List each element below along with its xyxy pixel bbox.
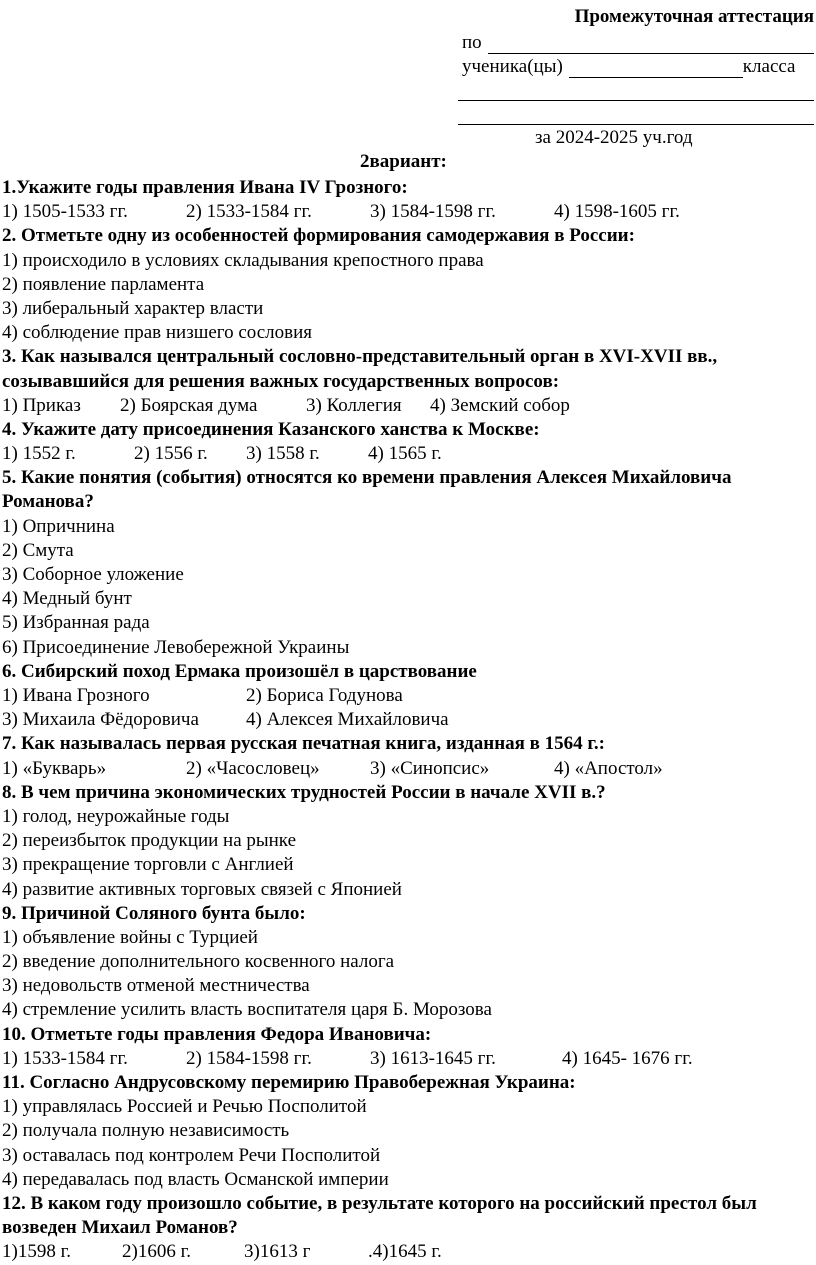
option[interactable]: 2) переизбыток продукции на рынке xyxy=(2,830,296,852)
question-1: 1.Укажите годы правления Ивана IV Грозного: xyxy=(2,177,408,198)
option[interactable]: 4) Земский собор xyxy=(430,394,570,416)
class-label: класса xyxy=(742,56,796,77)
question-4: 4. Укажите дату присоединения Казанского ханства к Москве: xyxy=(2,418,540,440)
option[interactable]: 3) Коллегия xyxy=(306,394,402,416)
options-row xyxy=(2,1047,814,1071)
option[interactable]: 3) оставалась под контролем Речи Посполитой xyxy=(2,1144,381,1166)
option[interactable]: 3) «Синопсис» xyxy=(370,757,490,779)
options-row xyxy=(2,684,814,708)
option[interactable]: 2) 1533-1584 гг. xyxy=(186,201,312,223)
option[interactable]: 4) 1598-1605 гг. xyxy=(554,201,680,223)
option[interactable]: 1) «Букварь» xyxy=(2,757,107,779)
option[interactable]: 3) 1584-1598 гг. xyxy=(370,201,496,223)
question-2: 2. Отметьте одну из особенностей формирования самодержавия в России: xyxy=(2,225,635,247)
option[interactable]: 4) передавалась под власть Османской империи xyxy=(2,1168,389,1190)
options-row xyxy=(2,757,814,781)
student-line xyxy=(462,56,814,78)
question-12: 12. В каком году произошло событие, в результате которого на российский престол был возведен Михаил Романов? xyxy=(2,1192,757,1239)
subject-line xyxy=(462,32,814,54)
option[interactable]: 1) Опричнина xyxy=(2,515,115,537)
page-title: Промежуточная аттестация xyxy=(574,6,814,27)
question-8: 8. В чем причина экономических трудностей России в начале XVII в.? xyxy=(2,781,606,803)
question-10: 10. Отметьте годы правления Федора Ивановича: xyxy=(2,1023,432,1045)
option[interactable]: 4) Алексея Михайловича xyxy=(246,709,449,731)
option[interactable]: .4)1645 г. xyxy=(368,1241,442,1263)
option[interactable]: 3) Михаила Фёдоровича xyxy=(2,709,199,731)
options-row xyxy=(2,200,814,224)
option[interactable]: 2) «Часословец» xyxy=(186,757,320,779)
option[interactable]: 3) Соборное уложение xyxy=(2,564,184,586)
subject-blank[interactable] xyxy=(488,34,814,54)
option[interactable]: 4) 1565 г. xyxy=(368,443,442,465)
option[interactable]: 1) 1552 г. xyxy=(2,443,76,465)
question-9: 9. Причиной Соляного бунта было: xyxy=(2,902,306,924)
option[interactable]: 2) Смута xyxy=(2,539,74,561)
option[interactable]: 2) 1584-1598 гг. xyxy=(186,1047,312,1069)
options-row xyxy=(2,1240,814,1264)
option[interactable]: 1) 1505-1533 гг. xyxy=(2,201,128,223)
option[interactable]: 3) 1558 г. xyxy=(246,443,320,465)
option[interactable]: 3) либеральный характер власти xyxy=(2,297,264,319)
option[interactable]: 4) «Апостол» xyxy=(554,757,663,779)
options-row xyxy=(2,442,814,466)
option[interactable]: 1) Ивана Грозного xyxy=(2,685,150,706)
option[interactable]: 1) объявление войны с Турцией xyxy=(2,926,258,948)
option[interactable]: 3) недовольств отменой местничества xyxy=(2,975,310,997)
option[interactable]: 2) Бориса Годунова xyxy=(246,685,403,706)
option[interactable]: 2)1606 г. xyxy=(122,1241,191,1263)
option[interactable]: 2) Боярская дума xyxy=(120,394,258,416)
option[interactable]: 4) соблюдение прав низшего сословия xyxy=(2,322,313,344)
question-3: 3. Как назывался центральный сословно-представительный орган в XVI-XVII вв., созывавшийся для решения важных государственных вопросов: xyxy=(2,346,718,392)
subject-label: по xyxy=(462,32,482,53)
option[interactable]: 2) появление парламента xyxy=(2,273,205,295)
option[interactable]: 1) управлялась Россией и Речью Посполитой xyxy=(2,1096,367,1118)
option[interactable]: 3) 1613-1645 гг. xyxy=(370,1047,496,1069)
option[interactable]: 2) 1556 г. xyxy=(134,443,208,465)
name-blank-line-1[interactable] xyxy=(458,100,814,101)
option[interactable]: 1) 1533-1584 гг. xyxy=(2,1047,128,1069)
option[interactable]: 4) Медный бунт xyxy=(2,588,132,610)
name-blank-line-2[interactable] xyxy=(458,124,814,125)
option[interactable]: 4) развитие активных торговых связей с Японией xyxy=(2,878,402,900)
option[interactable]: 6) Присоединение Левобережной Украины xyxy=(2,636,350,658)
option[interactable]: 5) Избранная рада xyxy=(2,612,150,634)
option[interactable]: 1)1598 г. xyxy=(2,1241,71,1263)
option[interactable]: 2) введение дополнительного косвенного налога xyxy=(2,951,395,973)
option[interactable]: 3) прекращение торговли с Англией xyxy=(2,854,294,876)
option[interactable]: 2) получала полную независимость xyxy=(2,1120,290,1142)
question-5: 5. Какие понятия (события) относятся ко времени правления Алексея Михайловича Романова? xyxy=(2,467,732,513)
option[interactable]: 4) 1645- 1676 гг. xyxy=(562,1047,693,1069)
question-6: 6. Сибирский поход Ермака произошёл в царствование xyxy=(2,660,477,682)
option[interactable]: 3)1613 г xyxy=(244,1241,311,1263)
question-7: 7. Как называлась первая русская печатная книга, изданная в 1564 г.: xyxy=(2,733,605,755)
question-11: 11. Согласно Андрусовскому перемирию Правобережная Украина: xyxy=(2,1072,576,1093)
option[interactable]: 1) происходило в условиях складывания крепостного права xyxy=(2,249,484,271)
option[interactable]: 1) Приказ xyxy=(2,394,81,416)
student-label: ученика(цы) xyxy=(462,56,563,77)
options-row xyxy=(2,394,814,418)
option[interactable]: 4) стремление усилить власть воспитателя царя Б. Морозова xyxy=(2,999,492,1021)
options-row xyxy=(2,708,814,732)
questions-list xyxy=(2,176,814,1265)
option[interactable]: 1) голод, неурожайные годы xyxy=(2,805,230,827)
academic-year: за 2024-2025 уч.год xyxy=(535,127,693,148)
class-blank[interactable] xyxy=(569,58,743,78)
variant-label: 2вариант: xyxy=(360,151,447,172)
